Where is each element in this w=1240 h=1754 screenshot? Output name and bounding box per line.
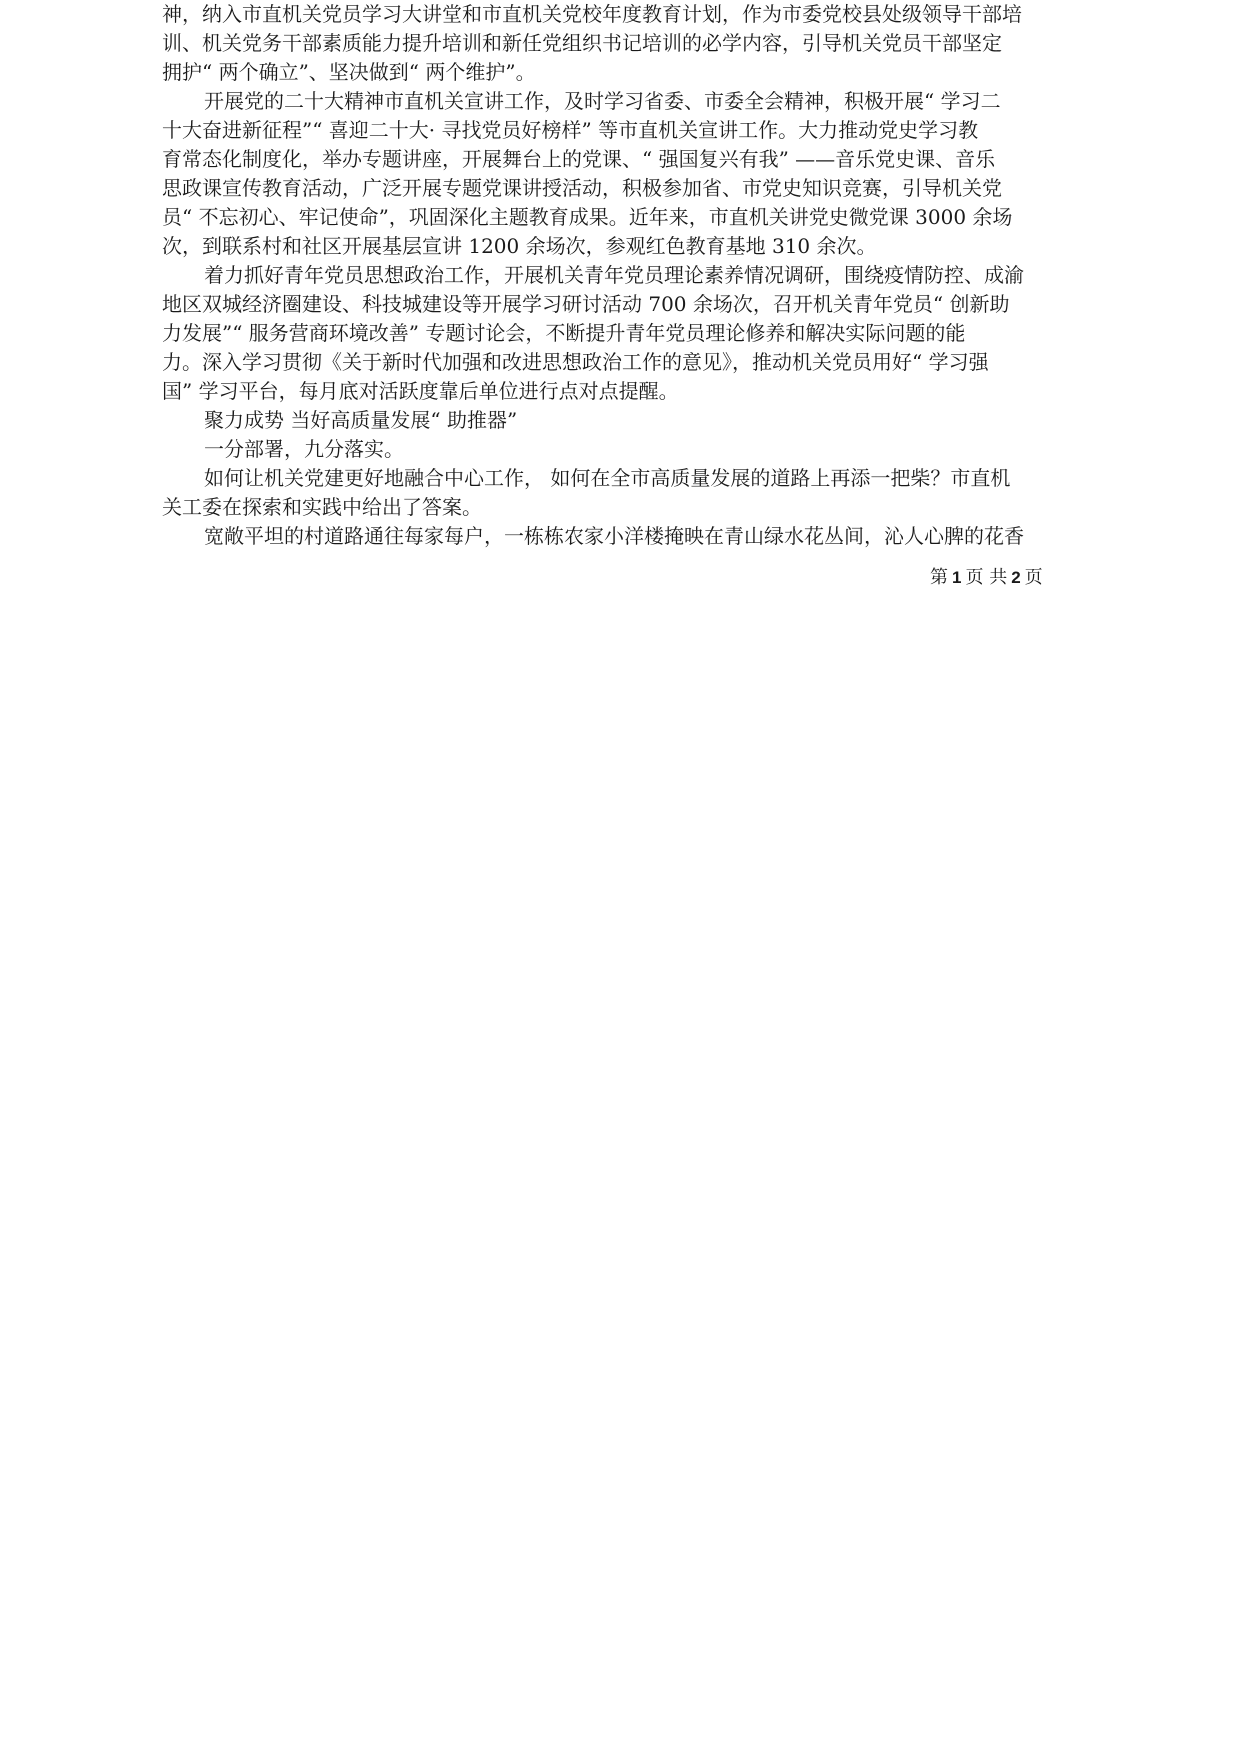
section-heading: 聚力成势 当好高质量发展“ 助推器” bbox=[204, 408, 518, 432]
text-line: 育常态化制度化，举办专题讲座，开展舞台上的党课、“ 强国复兴有我” ——音乐党史课、音乐 bbox=[162, 147, 996, 171]
footer-middle: 页 共 bbox=[965, 567, 1008, 588]
page-footer bbox=[930, 566, 1043, 590]
text-line: 神，纳入市直机关党员学习大讲堂和市直机关党校年度教育计划，作为市委党校县处级领导干部培 bbox=[162, 2, 1022, 26]
text-line: 训、机关党务干部素质能力提升培训和新任党组织书记培训的必学内容，引导机关党员干部坚定 bbox=[162, 31, 1002, 55]
text-line: 力发展”“ 服务营商环境改善” 专题讨论会，不断提升青年党员理论修养和解决实际问题的能 bbox=[162, 321, 966, 345]
text-line: 员“ 不忘初心、牢记使命”，巩固深化主题教育成果。近年来，市直机关讲党史微党课 3000 余场 bbox=[162, 205, 1013, 229]
text-line: 次，到联系村和社区开展基层宣讲 1200 余场次，参观红色教育基地 310 余次。 bbox=[162, 234, 877, 258]
paragraph-start-line: 开展党的二十大精神市直机关宣讲工作，及时学习省委、市委全会精神，积极开展“ 学习二 bbox=[204, 89, 1001, 113]
paragraph-start-line: 宽敞平坦的村道路通往每家每户，一栋栋农家小洋楼掩映在青山绿水花丛间，沁人心脾的花香 bbox=[204, 524, 1024, 548]
text-line: 拥护“ 两个确立”、坚决做到“ 两个维护”。 bbox=[162, 60, 536, 84]
text-line: 力。深入学习贯彻《关于新时代加强和改进思想政治工作的意见》，推动机关党员用好“ 学习强 bbox=[162, 350, 989, 374]
text-line: 国” 学习平台，每月底对活跃度靠后单位进行点对点提醒。 bbox=[162, 379, 679, 403]
body-text bbox=[162, 0, 1092, 551]
text-line: 关工委在探索和实践中给出了答案。 bbox=[162, 495, 482, 519]
text-line: 思政课宣传教育活动，广泛开展专题党课讲授活动，积极参加省、市党史知识竞赛，引导机关党 bbox=[162, 176, 1002, 200]
text-line: 地区双城经济圈建设、科技城建设等开展学习研讨活动 700 余场次，召开机关青年党员“ 创新助 bbox=[162, 292, 1010, 316]
total-pages-number: 2 bbox=[1011, 568, 1021, 587]
paragraph-start-line: 一分部署，九分落实。 bbox=[204, 437, 404, 461]
footer-suffix: 页 bbox=[1024, 567, 1043, 588]
footer-prefix: 第 bbox=[930, 567, 948, 588]
current-page-number: 1 bbox=[952, 568, 962, 587]
paragraph-start-line: 如何让机关党建更好地融合中心工作， 如何在全市高质量发展的道路上再添一把柴？市直机 bbox=[204, 466, 1011, 490]
paragraph-start-line: 着力抓好青年党员思想政治工作，开展机关青年党员理论素养情况调研，围绕疫情防控、成渝 bbox=[204, 263, 1024, 287]
text-line: 十大奋进新征程”“ 喜迎二十大· 寻找党员好榜样” 等市直机关宣讲工作。大力推动党史学习教 bbox=[162, 118, 979, 142]
